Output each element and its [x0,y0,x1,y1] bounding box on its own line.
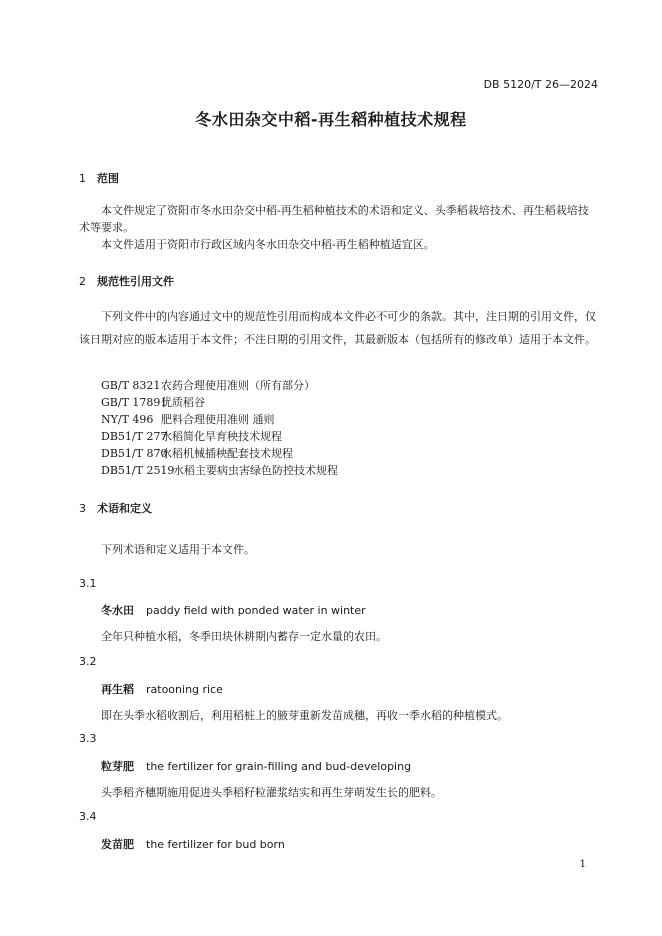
term-heading [101,758,411,774]
term-number: 3.4 [79,810,97,823]
reference-name: 水稻机械插秧配套技术规程 [161,447,293,460]
reference-code: GB/T 8321 [101,379,161,392]
reference-item [101,377,338,394]
section3-intro: 下列术语和定义适用于本文件。 [101,543,255,556]
reference-name: 农药合理使用准则（所有部分） [161,379,315,392]
reference-item [101,394,338,411]
section-heading-2 [79,273,174,289]
section-heading-3 [79,500,152,516]
reference-code: DB51/T 870 [101,447,168,460]
term-chinese: 冬水田 [101,604,134,617]
reference-code: DB51/T 277 [101,430,168,443]
term-english: the fertilizer for grain-filling and bud-developing [146,760,412,773]
reference-item [101,411,338,428]
reference-item [101,428,338,445]
term-english: the fertilizer for bud born [146,838,285,851]
section-number: 1 [79,172,86,185]
term-chinese: 再生稻 [101,683,134,696]
reference-code: NY/T 496 [101,413,154,426]
term-chinese: 发苗肥 [101,838,134,851]
section2-paragraph: 下列文件中的内容通过文中的规范性引用而构成本文件必不可少的条款。其中，注日期的引用文件，仅该日期对应的版本适用于本文件；不注日期的引用文件，其最新版本（包括所有的修改单）适用于本文件。 [79,310,596,346]
reference-name: 水稻简化旱育秧技术规程 [161,430,282,443]
document-code: DB 5120/T 26—2024 [483,78,598,91]
section-number: 2 [79,275,86,288]
term-heading [101,681,223,697]
term-english: ratooning rice [146,683,223,696]
reference-name: 优质稻谷 [161,396,205,409]
term-heading [101,602,366,618]
section-heading-1 [79,170,119,186]
term-definition: 头季稻齐穗期施用促进头季稻籽粒灌浆结实和再生芽萌发生长的肥料。 [101,786,442,799]
reference-name: 肥料合理使用准则 通则 [161,413,275,426]
page-title: 冬水田杂交中稻-再生稻种植技术规程 [195,110,467,129]
term-number: 3.1 [79,577,97,590]
reference-code: GB/T 17891 [101,396,168,409]
section-title: 规范性引用文件 [97,275,174,288]
section1-paragraph-2: 本文件适用于资阳市行政区域内冬水田杂交中稻-再生稻种植适宜区。 [101,238,435,251]
section-number: 3 [79,502,86,515]
section1-paragraph-1: 本文件规定了资阳市冬水田杂交中稻-再生稻种植技术的术语和定义、头季稻栽培技术、再生稻栽培技术等要求。 [79,204,589,234]
term-definition: 即在头季水稻收割后，利用稻桩上的腋芽重新发苗成穗，再收一季水稻的种植模式。 [101,709,508,722]
term-number: 3.3 [79,732,97,745]
page-number: 1 [579,859,586,870]
term-heading [101,836,285,852]
reference-item [101,445,338,462]
term-chinese: 粒芽肥 [101,760,134,773]
normative-references-list [101,377,338,479]
reference-item [101,462,338,479]
section-title: 术语和定义 [97,502,152,515]
term-english: paddy field with ponded water in winter [146,604,366,617]
term-definition: 全年只种植水稻，冬季田块休耕期内蓄存一定水量的农田。 [101,630,387,643]
reference-name: 水稻主要病虫害绿色防控技术规程 [173,464,338,477]
term-number: 3.2 [79,655,97,668]
reference-code: DB51/T 2519 [101,464,175,477]
section-title: 范围 [97,172,119,185]
